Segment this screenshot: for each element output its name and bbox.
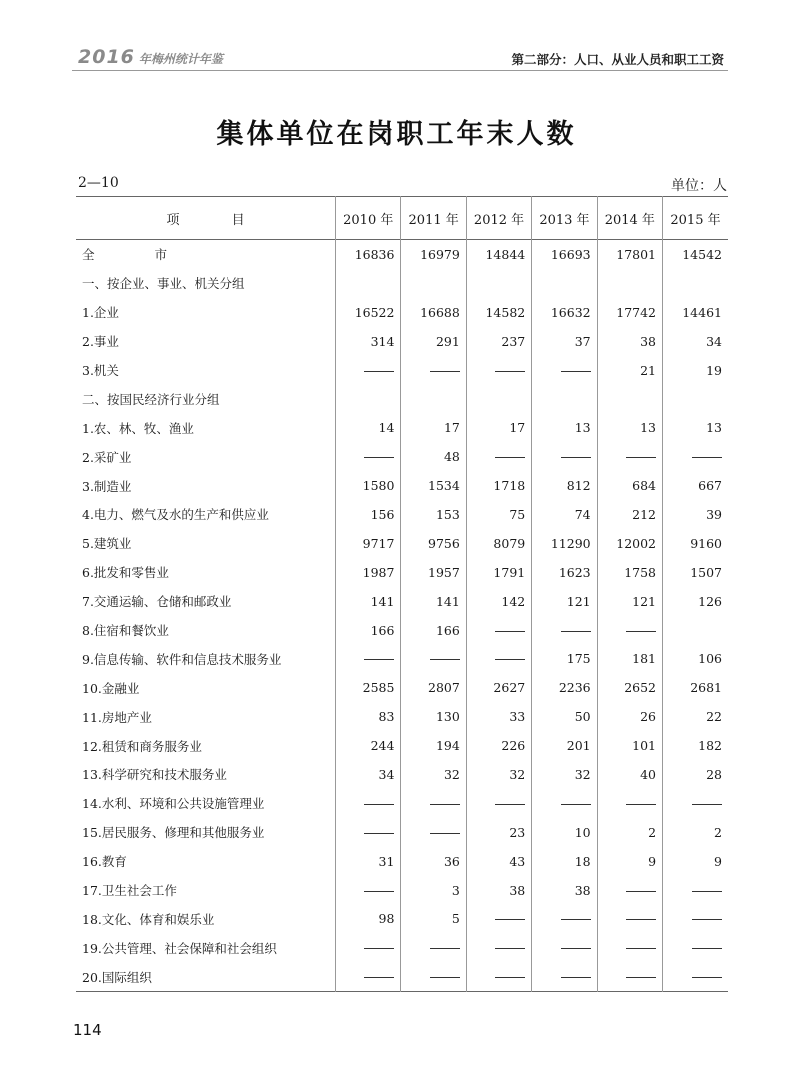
cell-value: 16836 <box>336 240 401 269</box>
cell-value <box>597 904 662 933</box>
table-row <box>76 240 728 269</box>
cell-value <box>466 904 531 933</box>
no-data-dash <box>561 948 591 949</box>
cell-value <box>466 269 531 298</box>
no-data-dash <box>692 948 722 949</box>
book-title <box>78 46 223 68</box>
cell-value: 32 <box>466 760 531 789</box>
cell-value: 17801 <box>597 240 662 269</box>
row-label: 5.建筑业 <box>82 536 132 552</box>
cell-value <box>336 818 401 847</box>
cell-value <box>532 442 597 471</box>
no-data-dash <box>561 631 591 632</box>
no-data-dash <box>364 977 394 978</box>
row-label: 2.采矿业 <box>82 449 132 465</box>
page-number: 114 <box>73 1021 102 1039</box>
cell-value <box>532 616 597 645</box>
table-row <box>76 442 728 471</box>
table-row <box>76 558 728 587</box>
header-year: 2013 年 <box>532 197 597 240</box>
cell-value <box>401 269 466 298</box>
cell-value <box>466 644 531 673</box>
cell-value: 153 <box>401 500 466 529</box>
no-data-dash <box>495 457 525 458</box>
table-row <box>76 327 728 356</box>
table-row <box>76 789 728 818</box>
row-label: 9.信息传输、软件和信息技术服务业 <box>82 651 282 667</box>
cell-value: 2585 <box>336 673 401 702</box>
cell-value: 13 <box>663 413 728 442</box>
cell-value: 32 <box>532 760 597 789</box>
cell-value <box>336 384 401 413</box>
cell-value: 166 <box>336 616 401 645</box>
cell-value: 201 <box>532 731 597 760</box>
cell-value <box>597 442 662 471</box>
running-head <box>72 44 728 71</box>
cell-value: 2 <box>597 818 662 847</box>
no-data-dash <box>561 457 591 458</box>
no-data-dash <box>626 457 656 458</box>
cell-value: 14582 <box>466 298 531 327</box>
row-label: 16.教育 <box>82 854 127 870</box>
cell-value: 18 <box>532 847 597 876</box>
cell-value: 2807 <box>401 673 466 702</box>
cell-value <box>336 644 401 673</box>
row-label: 6.批发和零售业 <box>82 565 169 581</box>
cell-value: 1623 <box>532 558 597 587</box>
table-header-row <box>76 197 728 240</box>
no-data-dash <box>364 948 394 949</box>
cell-value: 2627 <box>466 673 531 702</box>
cell-value: 48 <box>401 442 466 471</box>
cell-value: 121 <box>532 587 597 616</box>
cell-value <box>466 356 531 385</box>
table-row <box>76 962 728 991</box>
row-label: 17.卫生社会工作 <box>82 883 177 899</box>
no-data-dash <box>626 919 656 920</box>
cell-value: 156 <box>336 500 401 529</box>
cell-value <box>663 616 728 645</box>
row-label: 2.事业 <box>82 334 119 350</box>
cell-value: 244 <box>336 731 401 760</box>
row-label: 12.租赁和商务服务业 <box>82 738 202 754</box>
cell-value: 212 <box>597 500 662 529</box>
cell-value: 37 <box>532 327 597 356</box>
no-data-dash <box>495 631 525 632</box>
cell-value: 31 <box>336 847 401 876</box>
cell-value: 142 <box>466 587 531 616</box>
table-row <box>76 471 728 500</box>
cell-value <box>401 384 466 413</box>
cell-value: 1580 <box>336 471 401 500</box>
cell-value: 10 <box>532 818 597 847</box>
book-title-text: 年梅州统计年鉴 <box>138 52 223 66</box>
cell-value: 9717 <box>336 529 401 558</box>
cell-value <box>336 356 401 385</box>
row-label: 8.住宿和餐饮业 <box>82 623 169 639</box>
table-row <box>76 356 728 385</box>
row-label: 18.文化、体育和娱乐业 <box>82 911 215 927</box>
cell-value <box>663 269 728 298</box>
no-data-dash <box>626 631 656 632</box>
header-year: 2015 年 <box>663 197 728 240</box>
cell-value: 34 <box>336 760 401 789</box>
cell-value: 22 <box>663 702 728 731</box>
cell-value <box>401 644 466 673</box>
cell-value: 812 <box>532 471 597 500</box>
cell-value <box>466 442 531 471</box>
cell-value <box>597 384 662 413</box>
cell-value <box>336 876 401 905</box>
no-data-dash <box>364 833 394 834</box>
cell-value: 38 <box>532 876 597 905</box>
cell-value <box>401 789 466 818</box>
cell-value: 21 <box>597 356 662 385</box>
data-table <box>76 196 728 992</box>
cell-value: 83 <box>336 702 401 731</box>
cell-value: 14844 <box>466 240 531 269</box>
cell-value: 36 <box>401 847 466 876</box>
cell-value <box>336 442 401 471</box>
cell-value: 28 <box>663 760 728 789</box>
table-row <box>76 587 728 616</box>
no-data-dash <box>430 659 460 660</box>
cell-value: 17 <box>466 413 531 442</box>
cell-value: 3 <box>401 876 466 905</box>
cell-value: 1507 <box>663 558 728 587</box>
no-data-dash <box>430 948 460 949</box>
cell-value: 684 <box>597 471 662 500</box>
table-row <box>76 500 728 529</box>
no-data-dash <box>364 371 394 372</box>
header-year: 2014 年 <box>597 197 662 240</box>
table-row <box>76 616 728 645</box>
cell-value: 141 <box>336 587 401 616</box>
cell-value: 5 <box>401 904 466 933</box>
header-year: 2012 年 <box>466 197 531 240</box>
cell-value: 1987 <box>336 558 401 587</box>
table-row <box>76 731 728 760</box>
cell-value <box>597 269 662 298</box>
no-data-dash <box>430 833 460 834</box>
cell-value <box>663 384 728 413</box>
table-row <box>76 876 728 905</box>
cell-value <box>532 384 597 413</box>
cell-value: 9756 <box>401 529 466 558</box>
table-number: 2—10 <box>78 175 119 191</box>
row-label: 10.金融业 <box>82 680 140 696</box>
cell-value: 1957 <box>401 558 466 587</box>
cell-value: 17 <box>401 413 466 442</box>
cell-value: 121 <box>597 587 662 616</box>
cell-value: 16522 <box>336 298 401 327</box>
cell-value: 14 <box>336 413 401 442</box>
cell-value <box>663 442 728 471</box>
cell-value <box>663 933 728 962</box>
cell-value: 74 <box>532 500 597 529</box>
no-data-dash <box>495 977 525 978</box>
no-data-dash <box>364 659 394 660</box>
cell-value <box>663 904 728 933</box>
cell-value: 2 <box>663 818 728 847</box>
cell-value: 16688 <box>401 298 466 327</box>
row-label: 1.企业 <box>82 305 119 321</box>
row-label: 3.制造业 <box>82 478 132 494</box>
no-data-dash <box>495 919 525 920</box>
cell-value <box>466 384 531 413</box>
cell-value <box>663 789 728 818</box>
cell-value <box>532 269 597 298</box>
cell-value <box>401 356 466 385</box>
cell-value: 13 <box>597 413 662 442</box>
cell-value: 17742 <box>597 298 662 327</box>
row-label: 7.交通运输、仓储和邮政业 <box>82 594 232 610</box>
no-data-dash <box>692 457 722 458</box>
no-data-dash <box>495 659 525 660</box>
header-year: 2011 年 <box>401 197 466 240</box>
row-label: 一、按企业、事业、机关分组 <box>82 276 245 292</box>
row-label: 4.电力、燃气及水的生产和供应业 <box>82 507 269 523</box>
cell-value: 39 <box>663 500 728 529</box>
no-data-dash <box>692 804 722 805</box>
row-label: 3.机关 <box>82 363 119 378</box>
cell-value: 50 <box>532 702 597 731</box>
cell-value: 194 <box>401 731 466 760</box>
row-label: 1.农、林、牧、渔业 <box>82 420 194 436</box>
cell-value: 16693 <box>532 240 597 269</box>
no-data-dash <box>495 371 525 372</box>
cell-value: 16979 <box>401 240 466 269</box>
page-title: 集体单位在岗职工年末人数 <box>216 119 577 150</box>
cell-value <box>663 962 728 991</box>
cell-value <box>532 933 597 962</box>
cell-value <box>466 933 531 962</box>
cell-value: 12002 <box>597 529 662 558</box>
cell-value: 141 <box>401 587 466 616</box>
table-row <box>76 673 728 702</box>
table-row <box>76 644 728 673</box>
no-data-dash <box>692 919 722 920</box>
no-data-dash <box>495 948 525 949</box>
cell-value: 13 <box>532 413 597 442</box>
cell-value <box>401 818 466 847</box>
cell-value <box>401 962 466 991</box>
no-data-dash <box>692 977 722 978</box>
cell-value: 14542 <box>663 240 728 269</box>
row-label: 13.科学研究和技术服务业 <box>82 767 227 783</box>
cell-value <box>336 933 401 962</box>
cell-value: 34 <box>663 327 728 356</box>
cell-value: 314 <box>336 327 401 356</box>
cell-value <box>401 933 466 962</box>
cell-value: 291 <box>401 327 466 356</box>
row-label: 14.水利、环境和公共设施管理业 <box>82 796 265 812</box>
no-data-dash <box>364 457 394 458</box>
row-label: 20.国际组织 <box>82 969 152 985</box>
cell-value: 1534 <box>401 471 466 500</box>
row-label: 二、按国民经济行业分组 <box>82 391 220 407</box>
cell-value: 1758 <box>597 558 662 587</box>
cell-value <box>336 269 401 298</box>
no-data-dash <box>561 919 591 920</box>
no-data-dash <box>692 891 722 892</box>
cell-value: 43 <box>466 847 531 876</box>
header-item: 项 目 <box>166 212 269 228</box>
cell-value: 101 <box>597 731 662 760</box>
cell-value: 33 <box>466 702 531 731</box>
cell-value: 126 <box>663 587 728 616</box>
cell-value: 237 <box>466 327 531 356</box>
no-data-dash <box>430 371 460 372</box>
table-row <box>76 702 728 731</box>
cell-value: 1718 <box>466 471 531 500</box>
cell-value: 2236 <box>532 673 597 702</box>
table-row <box>76 933 728 962</box>
cell-value: 1791 <box>466 558 531 587</box>
no-data-dash <box>561 371 591 372</box>
no-data-dash <box>430 804 460 805</box>
cell-value <box>597 789 662 818</box>
cell-value: 40 <box>597 760 662 789</box>
book-year: 2016 <box>78 46 135 68</box>
cell-value: 98 <box>336 904 401 933</box>
cell-value: 14461 <box>663 298 728 327</box>
no-data-dash <box>364 804 394 805</box>
no-data-dash <box>364 891 394 892</box>
cell-value: 32 <box>401 760 466 789</box>
row-label: 19.公共管理、社会保障和社会组织 <box>82 940 277 956</box>
cell-value: 11290 <box>532 529 597 558</box>
no-data-dash <box>626 891 656 892</box>
cell-value: 181 <box>597 644 662 673</box>
table-row <box>76 760 728 789</box>
no-data-dash <box>430 977 460 978</box>
cell-value: 175 <box>532 644 597 673</box>
no-data-dash <box>561 804 591 805</box>
cell-value <box>597 933 662 962</box>
section-title: 第二部分：人口、从业人员和职工工资 <box>511 52 724 67</box>
no-data-dash <box>626 977 656 978</box>
cell-value <box>532 904 597 933</box>
cell-value: 2681 <box>663 673 728 702</box>
cell-value: 8079 <box>466 529 531 558</box>
cell-value: 226 <box>466 731 531 760</box>
header-year: 2010 年 <box>336 197 401 240</box>
table-row <box>76 384 728 413</box>
cell-value <box>597 876 662 905</box>
row-label: 全 市 <box>82 247 195 263</box>
no-data-dash <box>626 948 656 949</box>
cell-value: 19 <box>663 356 728 385</box>
cell-value: 130 <box>401 702 466 731</box>
cell-value <box>466 616 531 645</box>
cell-value <box>336 789 401 818</box>
cell-value: 26 <box>597 702 662 731</box>
cell-value <box>597 962 662 991</box>
table-row <box>76 904 728 933</box>
cell-value <box>532 962 597 991</box>
cell-value: 16632 <box>532 298 597 327</box>
cell-value: 9160 <box>663 529 728 558</box>
cell-value: 182 <box>663 731 728 760</box>
unit-label: 单位：人 <box>671 178 727 194</box>
cell-value: 667 <box>663 471 728 500</box>
no-data-dash <box>495 804 525 805</box>
row-label: 15.居民服务、修理和其他服务业 <box>82 825 265 841</box>
row-label: 11.房地产业 <box>82 709 152 725</box>
table-row <box>76 298 728 327</box>
cell-value: 166 <box>401 616 466 645</box>
cell-value: 2652 <box>597 673 662 702</box>
cell-value: 106 <box>663 644 728 673</box>
table-row <box>76 413 728 442</box>
no-data-dash <box>561 977 591 978</box>
table-body <box>76 240 728 992</box>
no-data-dash <box>626 804 656 805</box>
cell-value <box>532 356 597 385</box>
cell-value: 9 <box>663 847 728 876</box>
table-row <box>76 529 728 558</box>
cell-value <box>532 789 597 818</box>
table-row <box>76 847 728 876</box>
cell-value: 38 <box>597 327 662 356</box>
table-row <box>76 269 728 298</box>
cell-value: 9 <box>597 847 662 876</box>
cell-value: 38 <box>466 876 531 905</box>
cell-value <box>466 789 531 818</box>
cell-value <box>466 962 531 991</box>
cell-value: 75 <box>466 500 531 529</box>
cell-value <box>663 876 728 905</box>
cell-value <box>597 616 662 645</box>
cell-value: 23 <box>466 818 531 847</box>
table-row <box>76 818 728 847</box>
cell-value <box>336 962 401 991</box>
